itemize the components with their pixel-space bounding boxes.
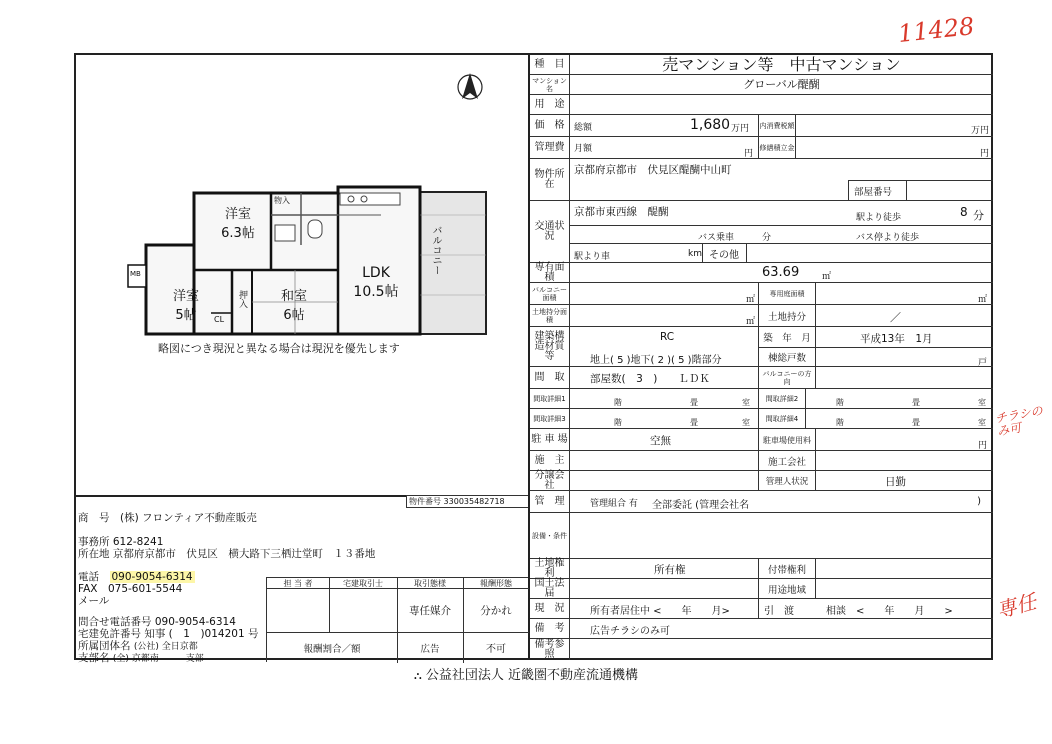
office-label: 事務所 — [78, 536, 110, 548]
detail2-label: 間取詳細2 — [765, 395, 799, 403]
room-number-label: 部屋番号 — [854, 187, 893, 198]
detail4-floor: 階 — [836, 418, 844, 427]
area-unit: ㎡ — [822, 272, 832, 282]
row-parking — [530, 429, 993, 451]
company-divider — [76, 495, 406, 497]
row-kind — [530, 55, 993, 75]
left-panel — [76, 55, 530, 664]
group-label: 所属団体名 — [78, 640, 131, 652]
detail3-tatami: 畳 — [690, 418, 698, 427]
walk-label: 駅より徒歩 — [856, 213, 902, 223]
price-unit: 万円 — [731, 124, 750, 134]
zone-label: 用途地域 — [767, 585, 806, 596]
mgmt-unit: 円 — [744, 149, 754, 159]
room-cl: CL — [214, 315, 225, 324]
ratio-label: 報酬割合／額 — [303, 643, 361, 655]
handwritten-number: 11428 — [896, 12, 976, 48]
equipment-label: 設備・条件 — [530, 513, 570, 558]
layout-value: 部屋数( 3 ) ＬＤＫ — [590, 373, 710, 385]
price-prefix: 総額 — [574, 123, 593, 133]
listing-sheet — [74, 53, 993, 664]
floorplan-drawing — [76, 55, 528, 495]
header-fee: 報酬形態 — [480, 578, 512, 588]
tax-label: 内消費税額 — [759, 122, 795, 130]
floorplan-caption: 略図につき現況と異なる場合は現況を優先します — [158, 342, 400, 355]
status-value: 所有者居住中 < 年 月> — [590, 606, 730, 617]
management-close: ) — [977, 496, 981, 507]
row-layout — [530, 367, 993, 389]
garden-area-label: 専用庭面積 — [769, 290, 805, 298]
land-share-unit: ㎡ — [746, 317, 756, 327]
group-value: (公社) 全日京都 — [133, 642, 198, 652]
structure-value: RC — [660, 331, 675, 343]
note-label: 備 考 — [530, 619, 570, 638]
management-value: 全部委託 (管理会社名 — [652, 500, 750, 511]
row-mansion — [530, 75, 993, 95]
management-label: 管 理 — [530, 491, 570, 512]
mgmt-prefix: 月額 — [574, 144, 593, 154]
attached-right-label: 付帯権利 — [767, 565, 806, 576]
balcony-area-unit: ㎡ — [746, 295, 756, 305]
room-balcony: バルコニー — [430, 225, 441, 275]
layout-label: 間 取 — [530, 367, 570, 388]
balcony-area-label: バルコニー面積 — [530, 283, 570, 304]
mode-value: 専任媒介 — [409, 604, 451, 617]
units-unit: 戸 — [977, 358, 987, 368]
kind-label: 種 目 — [530, 55, 570, 74]
note-ref-label: 備考参照 — [530, 639, 570, 660]
manager-status-value: 日勤 — [885, 476, 906, 488]
right-panel — [530, 55, 993, 658]
fax-value: 075-601-5544 — [107, 583, 183, 595]
bus-unit: 分 — [762, 233, 772, 243]
detail3-label: 間取詳細3 — [530, 409, 570, 428]
detail3-room: 室 — [742, 418, 750, 427]
row-builder — [530, 451, 993, 471]
detail2-room: 室 — [978, 398, 986, 407]
delivery-value: 相談 < 年 月 > — [826, 606, 953, 617]
other-label: その他 — [709, 249, 739, 261]
management-union: 管理組合 有 — [590, 499, 638, 509]
inquiry-label: 問合せ電話番号 — [78, 616, 152, 628]
trade-label: 商 号 — [78, 512, 110, 524]
room-western2: 洋室 5帖 — [172, 289, 199, 323]
mansion-value: グローバル醍醐 — [743, 78, 820, 91]
detail1-tatami: 畳 — [690, 398, 698, 407]
land-right-label: 土地権利 — [530, 559, 570, 578]
units-label: 棟総戸数 — [767, 353, 806, 364]
license-value: 知事 ( 1 )014201 号 — [144, 628, 259, 640]
row-price — [530, 115, 993, 137]
kind-value: 売マンション等 中古マンション — [662, 55, 901, 74]
use-label: 用 途 — [530, 95, 570, 114]
header-mode: 取引態様 — [414, 578, 446, 588]
header-person: 担 当 者 — [283, 578, 313, 588]
area-value: 63.69 — [762, 265, 800, 280]
room-oshi: 押入 — [237, 290, 247, 308]
row-plan-law — [530, 579, 993, 599]
land-ratio-value: ／ — [890, 311, 901, 324]
floorplan — [76, 55, 528, 495]
car-label: 駅より車 — [574, 252, 611, 262]
office-postal: 612-8241 — [112, 536, 164, 548]
row-balcony — [530, 283, 993, 305]
footer — [0, 664, 1052, 683]
row-equipment — [530, 513, 993, 559]
footer-org: 公益社団法人 近畿圏不動産流通機構 — [425, 668, 638, 683]
detail2-tatami: 畳 — [912, 398, 920, 407]
trade-value: (株) フロンティア不動産販売 — [120, 512, 257, 524]
detail1-floor: 階 — [614, 398, 622, 407]
north-arrow-icon — [458, 73, 482, 99]
row-mgmt-fee — [530, 137, 993, 159]
car-unit: km — [688, 249, 702, 259]
status-label: 現 況 — [530, 599, 570, 618]
walk-unit: 分 — [973, 209, 984, 222]
land-right-value: 所有権 — [654, 564, 686, 576]
row-management — [530, 491, 993, 513]
address-label: 所在地 — [78, 548, 110, 560]
location-value: 京都府京都市 伏見区醍醐中山町 — [574, 164, 732, 176]
built-label: 築 年 月 — [763, 333, 811, 344]
builder-label: 施 主 — [530, 451, 570, 470]
contractor-label: 施工会社 — [767, 457, 806, 468]
floors-value: 地上( 5 )地下( 2 )( 5 )階部分 — [590, 355, 722, 366]
manager-status-label: 管理人状況 — [765, 477, 809, 487]
mansion-label: マンション名 — [530, 75, 570, 94]
tel-value[interactable]: 090-9054-6314 — [111, 571, 193, 583]
row-use — [530, 95, 993, 115]
detail2-floor: 階 — [836, 398, 844, 407]
mgmt-label: 管理費 — [530, 137, 570, 158]
walk-value: 8 — [960, 205, 968, 219]
row-detail-1 — [530, 389, 993, 409]
line-value: 京都市東西線 醍醐 — [574, 206, 669, 218]
row-note-ref — [530, 639, 993, 660]
property-number-box — [406, 495, 528, 508]
header-chief: 宅建取引士 — [343, 578, 383, 588]
note-value: 広告チラシのみ可 — [590, 626, 670, 637]
license-label: 宅建免許番号 — [78, 628, 141, 640]
fee-value: 分かれ — [480, 604, 512, 617]
traffic-label: 交通状況 — [530, 201, 570, 262]
delivery-label: 引 渡 — [764, 605, 794, 617]
bus-label: バス乗車 — [698, 233, 735, 243]
inquiry-value[interactable]: 090-9054-6314 — [154, 616, 236, 628]
plan-law-label: 国土法届 — [530, 579, 570, 598]
property-number-label: 物件番号 — [409, 497, 441, 506]
detail3-floor: 階 — [614, 418, 622, 427]
sale-label: 分譲会社 — [530, 471, 570, 490]
tel-label: 電話 — [78, 571, 99, 583]
land-share-label: 土地持分面 積 — [530, 305, 570, 326]
row-status — [530, 599, 993, 619]
row-detail-3 — [530, 409, 993, 429]
built-value: 平成13年 1月 — [860, 333, 933, 345]
repair-unit: 円 — [979, 149, 989, 159]
row-land-share — [530, 305, 993, 327]
garden-area-unit: ㎡ — [977, 295, 987, 305]
handwritten-note-exclusive: 専任 — [993, 589, 1039, 623]
ad-label: 広告 — [420, 643, 440, 655]
detail4-room: 室 — [978, 418, 986, 427]
price-value: 1,680 — [690, 117, 731, 133]
parking-fee-unit: 円 — [977, 441, 987, 451]
parking-fee-label: 駐車場使用料 — [763, 435, 811, 445]
row-area — [530, 263, 993, 283]
property-number-value: 330035482718 — [443, 497, 505, 506]
land-ratio-label: 土地持分 — [767, 312, 806, 323]
row-structure — [530, 327, 993, 367]
footer-logo-icon: ⛬ — [414, 669, 422, 682]
structure-label: 建築構造材質等 — [530, 327, 570, 366]
handwritten-note-flyer: チラシのみ可 — [993, 403, 1044, 439]
room-japanese: 和室 6帖 — [280, 289, 307, 323]
fax-label: FAX — [78, 583, 98, 595]
room-ldk: LDK 10.5帖 — [353, 265, 399, 300]
branch-value: (全) 京都南 支部 — [112, 654, 204, 664]
row-traffic — [530, 201, 993, 263]
bus-walk-label: バス停より徒歩 — [856, 233, 920, 243]
detail4-tatami: 畳 — [912, 418, 920, 427]
area-label: 専有面積 — [530, 263, 570, 282]
room-closet: 物入 — [274, 196, 290, 205]
repair-label: 修繕積立金 — [759, 144, 795, 152]
parking-label: 駐 車 場 — [530, 429, 570, 450]
room-mb: MB — [130, 270, 141, 278]
address-value: 京都府京都市 伏見区 横大路下三栖辻堂町 １３番地 — [112, 548, 376, 560]
row-location — [530, 159, 993, 201]
staff-table — [266, 577, 528, 662]
row-sale-company — [530, 471, 993, 491]
price-label: 価 格 — [530, 115, 570, 136]
detail1-room: 室 — [742, 398, 750, 407]
row-land-right — [530, 559, 993, 579]
tax-unit: 万円 — [970, 126, 989, 136]
parking-value: 空無 — [650, 435, 671, 447]
direction-label: バルコニーの方 向 — [762, 370, 819, 386]
detail1-label: 間取詳細1 — [530, 389, 570, 408]
ad-value: 不可 — [486, 644, 506, 655]
branch-label: 支部名 — [78, 652, 110, 664]
mail-label: メール — [78, 595, 110, 607]
row-note — [530, 619, 993, 639]
location-label: 物件所在 — [530, 159, 570, 200]
detail4-label: 間取詳細4 — [765, 415, 799, 423]
room-western1: 洋室 6.3帖 — [221, 207, 255, 241]
